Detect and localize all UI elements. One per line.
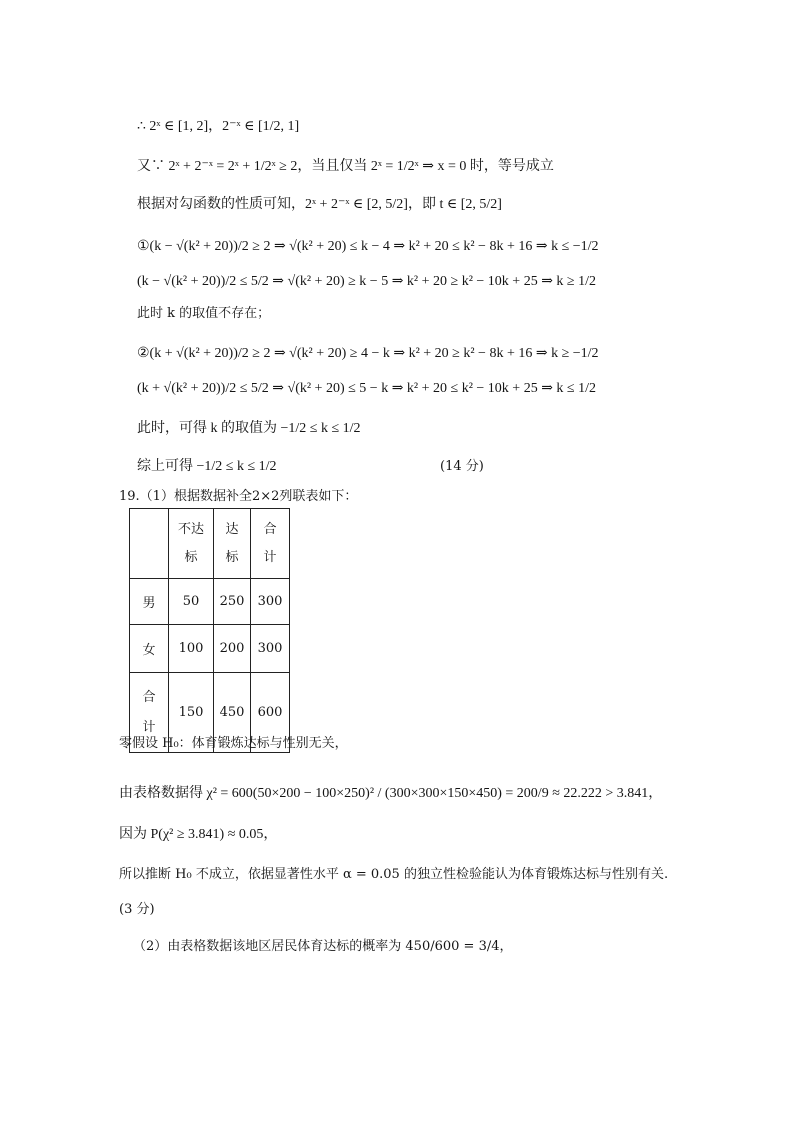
table-row xyxy=(130,579,290,625)
text-line-6: 此时 k 的取值不存在； xyxy=(137,306,271,321)
table-cell: 450 xyxy=(214,673,251,753)
table-cell: 250 xyxy=(214,579,251,625)
text-line-5: (k − √(k² + 20))/2 ≤ 5/2 ⇒ √(k² + 20) ≥ k − 5 ⇒ k² + 20 ≥ k² − 10k + 25 ⇒ k ≥ 1/2 xyxy=(137,274,596,289)
null-hypothesis: 零假设 H₀：体育锻炼达标与性别无关， xyxy=(119,736,348,751)
table-cell: 100 xyxy=(169,625,214,673)
text-line-2: 又∵ 2ˣ + 2⁻ˣ = 2ˣ + 1/2ˣ ≥ 2，当且仅当 2ˣ = 1/2ˣ ⇒ x = 0 时，等号成立 xyxy=(137,159,554,174)
chi-square-calc: 由表格数据得 χ² = 600(50×200 − 100×250)² / (300×300×150×450) = 200/9 ≈ 22.222 > 3.841， xyxy=(119,786,663,801)
text-line-1: ∴ 2ˣ ∈ [1, 2]，2⁻ˣ ∈ [1/2, 1] xyxy=(137,119,300,134)
score-14: (14 分) xyxy=(440,459,484,474)
text-line-4: ①(k − √(k² + 20))/2 ≥ 2 ⇒ √(k² + 20) ≤ k − 4 ⇒ k² + 20 ≤ k² − 8k + 16 ⇒ k ≤ −1/2 xyxy=(137,239,599,254)
table-cell: 300 xyxy=(251,625,290,673)
text-line-10: 综上可得 −1/2 ≤ k ≤ 1/2 xyxy=(137,459,277,474)
text-line-9: 此时，可得 k 的取值为 −1/2 ≤ k ≤ 1/2 xyxy=(137,421,361,436)
score-3: (3 分) xyxy=(119,902,155,917)
table-header-row xyxy=(130,509,290,579)
header-total: 合 计 xyxy=(251,509,290,579)
table-cell: 600 xyxy=(251,673,290,753)
text-line-7: ②(k + √(k² + 20))/2 ≥ 2 ⇒ √(k² + 20) ≥ 4 − k ⇒ k² + 20 ≥ k² − 8k + 16 ⇒ k ≥ −1/2 xyxy=(137,346,599,361)
table-corner-cell xyxy=(130,509,169,579)
row-label-female: 女 xyxy=(130,625,169,673)
row-label-male: 男 xyxy=(130,579,169,625)
table-cell: 300 xyxy=(251,579,290,625)
table-cell: 200 xyxy=(214,625,251,673)
row-label-total: 合 计 xyxy=(130,673,169,753)
table-cell: 50 xyxy=(169,579,214,625)
header-pass: 达 标 xyxy=(214,509,251,579)
p-value-line: 因为 P(χ² ≥ 3.841) ≈ 0.05， xyxy=(119,827,278,842)
question-19-part-2: （2）由表格数据该地区居民体育达标的概率为 450/600 = 3/4， xyxy=(133,939,513,954)
conclusion-line: 所以推断 H₀ 不成立，依据显著性水平 α = 0.05 的独立性检验能认为体育锻炼达标与性别有关. xyxy=(119,867,669,882)
text-line-3: 根据对勾函数的性质可知，2ˣ + 2⁻ˣ ∈ [2, 5/2]，即 t ∈ [2, 5/2] xyxy=(137,197,502,212)
question-19-intro: 19.（1）根据数据补全2×2列联表如下： xyxy=(119,489,358,504)
contingency-table xyxy=(129,508,290,753)
table-cell: 150 xyxy=(169,673,214,753)
table-row xyxy=(130,625,290,673)
text-line-8: (k + √(k² + 20))/2 ≤ 5/2 ⇒ √(k² + 20) ≤ 5 − k ⇒ k² + 20 ≤ k² − 10k + 25 ⇒ k ≤ 1/2 xyxy=(137,381,596,396)
header-not-pass: 不达 标 xyxy=(169,509,214,579)
